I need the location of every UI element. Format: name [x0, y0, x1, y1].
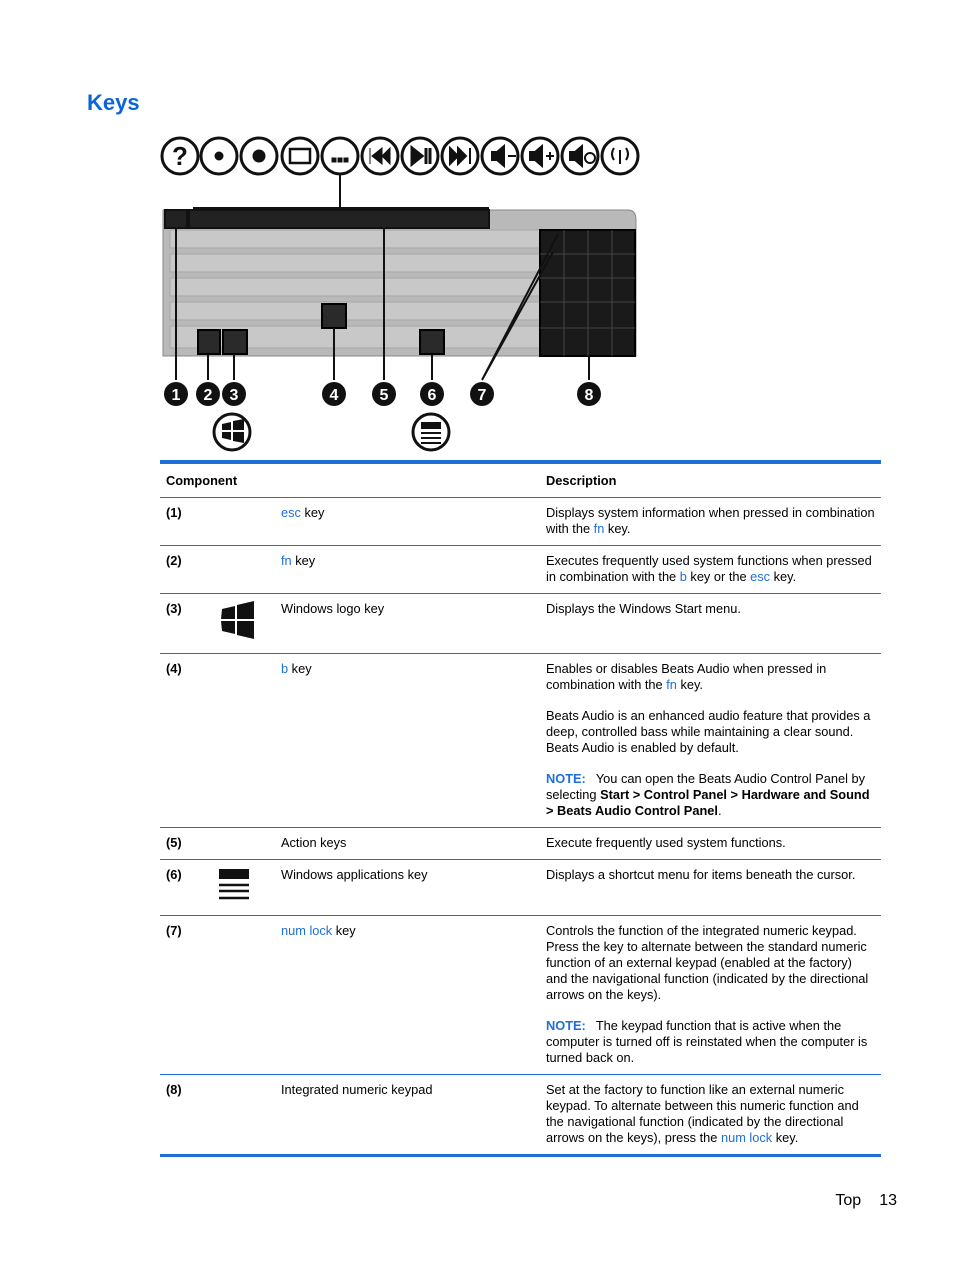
header-component: Component	[166, 473, 238, 488]
row-component	[275, 546, 540, 594]
row-icon-cell	[210, 828, 275, 860]
row-description: Displays a shortcut menu for items beneath the cursor.	[546, 867, 856, 882]
svg-text:?: ?	[172, 141, 188, 171]
table-row	[160, 498, 881, 546]
desc-text: key.	[676, 677, 703, 692]
row-number: (6)	[166, 867, 182, 882]
windows-logo-icon	[214, 414, 250, 450]
action-key-icons	[162, 138, 638, 174]
table-row	[160, 1075, 881, 1156]
row-description: Displays the Windows Start menu.	[546, 601, 741, 616]
desc-text: Displays system information when pressed in combination with the	[546, 505, 875, 536]
table-header-row	[160, 462, 881, 498]
keyword-link: num lock	[281, 923, 333, 938]
fn-key-highlight	[198, 330, 220, 354]
row-component-text: key	[332, 923, 356, 938]
header-description: Description	[546, 473, 617, 488]
keyword-link: fn	[593, 521, 605, 536]
action-keys-highlight	[189, 210, 489, 228]
desc-text: key.	[604, 521, 631, 536]
row-component: Integrated numeric keypad	[281, 1082, 433, 1097]
row-component	[275, 916, 540, 1075]
desc-text: key or the	[686, 569, 751, 584]
row-number: (8)	[166, 1082, 182, 1097]
keyword-link: b	[679, 569, 687, 584]
callout-8: 8	[584, 387, 594, 404]
row-icon-cell	[210, 654, 275, 828]
desc-paragraph: Beats Audio is an enhanced audio feature that provides a deep, controlled bass while maintaining a clear sound. Beats Audio is enabled by default.	[546, 708, 871, 755]
connector-lines	[193, 174, 489, 208]
windows-logo-icon	[216, 601, 260, 641]
table-row	[160, 594, 881, 654]
table-row	[160, 860, 881, 916]
desc-text: You can open the Beats Audio Control Panel by selecting	[546, 771, 865, 802]
note-label: NOTE:	[546, 771, 586, 786]
page-number: 13	[879, 1192, 897, 1209]
callout-5: 5	[379, 387, 389, 404]
row-component-text: key	[300, 505, 325, 520]
table-row	[160, 654, 881, 828]
row-number: (5)	[166, 835, 182, 850]
windows-applications-icon	[216, 867, 252, 903]
callout-3: 3	[229, 387, 239, 404]
row-icon-cell	[210, 1075, 275, 1156]
row-description	[540, 546, 881, 594]
row-description	[540, 916, 881, 1075]
windows-applications-icon	[413, 414, 449, 450]
b-key-highlight	[322, 304, 346, 328]
row-number: (2)	[166, 553, 182, 568]
table-row	[160, 828, 881, 860]
note-paragraph	[546, 1018, 875, 1066]
note-paragraph	[546, 771, 875, 819]
row-component-text: key	[291, 553, 316, 568]
table-row	[160, 546, 881, 594]
note-label: NOTE:	[546, 1018, 586, 1033]
row-number: (4)	[166, 661, 182, 676]
row-icon-cell	[210, 594, 275, 654]
callout-2: 2	[203, 387, 213, 404]
row-component: Windows logo key	[281, 601, 385, 616]
row-component	[275, 498, 540, 546]
esc-key-highlight	[165, 210, 187, 228]
row-component: Windows applications key	[281, 867, 428, 882]
row-icon-cell	[210, 546, 275, 594]
keyword-link: esc	[281, 505, 301, 520]
row-icon-cell	[210, 498, 275, 546]
row-description	[540, 654, 881, 828]
callout-1: 1	[171, 387, 181, 404]
desc-text: Set at the factory to function like an external numeric keypad. To alternate between this numeric function and the navigational function (indicated by the directional arrows on the keys), press the	[546, 1082, 859, 1145]
desc-text: The keypad function that is active when the computer is turned off is reinstated when the computer is turned back on.	[546, 1018, 868, 1065]
components-table	[160, 460, 881, 1157]
desc-paragraph: Controls the function of the integrated numeric keypad. Press the key to alternate between the standard numeric function of an external keypad (enabled at the factory) and the navigational function (indicated by the directional arrows on the keys).	[546, 923, 869, 1002]
row-icon-cell	[210, 916, 275, 1075]
menu-path: Start > Control Panel > Hardware and Sound > Beats Audio Control Panel	[546, 787, 870, 818]
keyboard-illustration	[158, 134, 644, 452]
row-number: (3)	[166, 601, 182, 616]
apps-key-highlight	[420, 330, 444, 354]
desc-text: Enables or disables Beats Audio when pressed in combination with the	[546, 661, 827, 692]
keyword-link: num lock	[720, 1130, 773, 1145]
keyword-link: b	[281, 661, 289, 676]
keyword-link: esc	[750, 569, 771, 584]
row-component: Action keys	[281, 835, 347, 850]
desc-text: Executes frequently used system functions when pressed in combination with the	[546, 553, 872, 584]
row-number: (7)	[166, 923, 182, 938]
desc-text: .	[717, 803, 722, 818]
footer-label: Top	[835, 1192, 862, 1209]
callout-7: 7	[477, 387, 487, 404]
desc-text: key.	[770, 569, 797, 584]
page-title: Keys	[87, 90, 140, 115]
row-description	[540, 498, 881, 546]
table-row	[160, 916, 881, 1075]
windows-key-highlight	[223, 330, 247, 354]
desc-text: key.	[772, 1130, 799, 1145]
row-number: (1)	[166, 505, 182, 520]
row-icon-cell	[210, 860, 275, 916]
page-footer	[835, 1192, 897, 1210]
row-component	[275, 654, 540, 828]
row-description	[540, 1075, 881, 1156]
callout-6: 6	[427, 387, 437, 404]
row-component-text: key	[288, 661, 312, 676]
keyword-link: fn	[281, 553, 292, 568]
keyword-link: fn	[666, 677, 677, 692]
row-description: Execute frequently used system functions.	[546, 835, 786, 850]
desc-paragraph	[546, 661, 875, 693]
callout-4: 4	[329, 387, 339, 404]
